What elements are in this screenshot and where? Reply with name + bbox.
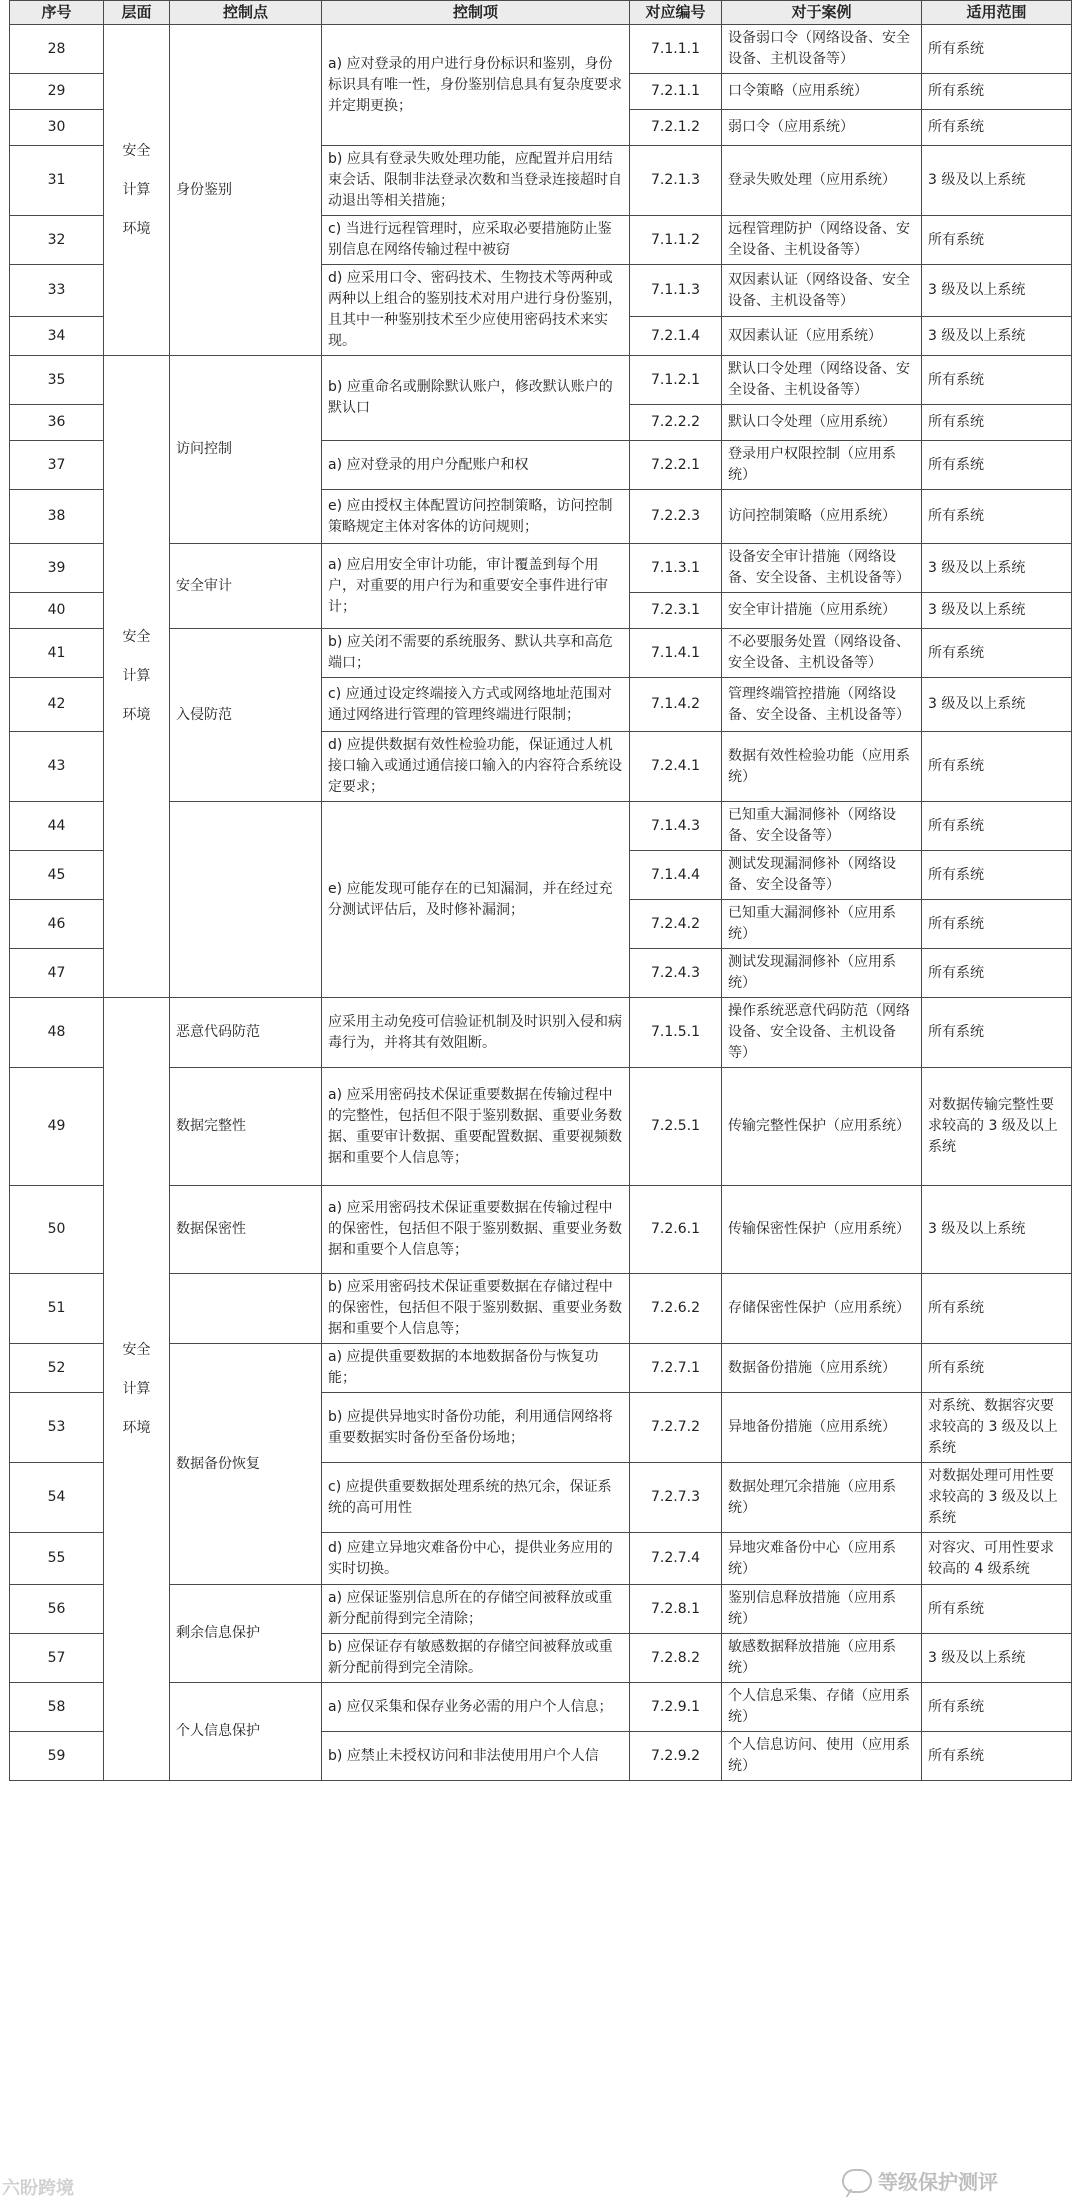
row-number: 49 bbox=[10, 1068, 104, 1186]
code-cell: 7.2.5.1 bbox=[630, 1068, 722, 1186]
control-item: a) 应对登录的用户分配账户和权 bbox=[322, 441, 630, 490]
row-number: 45 bbox=[10, 851, 104, 900]
table-row bbox=[10, 544, 1072, 593]
row-number: 55 bbox=[10, 1533, 104, 1585]
control-item: a) 应启用安全审计功能，审计覆盖到每个用户，对重要的用户行为和重要安全事件进行审计； bbox=[322, 544, 630, 629]
row-number: 48 bbox=[10, 998, 104, 1068]
layer-line: 计算 bbox=[122, 181, 151, 198]
header-code: 对应编号 bbox=[630, 1, 722, 25]
control-item: c) 应通过设定终端接入方式或网络地址范围对通过网络进行管理的管理终端进行限制； bbox=[322, 678, 630, 732]
case-cell: 个人信息访问、使用（应用系统） bbox=[722, 1732, 922, 1781]
case-cell: 默认口令处理（网络设备、安全设备、主机设备等） bbox=[722, 356, 922, 405]
scope-cell: 所有系统 bbox=[922, 441, 1072, 490]
control-item: a) 应提供重要数据的本地数据备份与恢复功能； bbox=[322, 1344, 630, 1393]
case-cell: 已知重大漏洞修补（应用系统） bbox=[722, 900, 922, 949]
layer-label bbox=[110, 1340, 163, 1439]
scope-cell: 对数据处理可用性要求较高的 3 级及以上系统 bbox=[922, 1463, 1072, 1533]
control-item: a) 应仅采集和保存业务必需的用户个人信息； bbox=[322, 1683, 630, 1732]
scope-cell: 所有系统 bbox=[922, 1274, 1072, 1344]
code-cell: 7.2.2.1 bbox=[630, 441, 722, 490]
code-cell: 7.2.6.1 bbox=[630, 1186, 722, 1274]
code-cell: 7.1.4.4 bbox=[630, 851, 722, 900]
control-item: c) 当进行远程管理时，应采取必要措施防止鉴别信息在网络传输过程中被窃 bbox=[322, 216, 630, 265]
case-cell: 存储保密性保护（应用系统） bbox=[722, 1274, 922, 1344]
case-cell: 数据有效性检验功能（应用系统） bbox=[722, 732, 922, 802]
scope-cell: 所有系统 bbox=[922, 629, 1072, 678]
control-item: b) 应具有登录失败处理功能，应配置并启用结束会话、限制非法登录次数和当登录连接超时自动退出等相关措施； bbox=[322, 146, 630, 216]
row-number: 38 bbox=[10, 490, 104, 544]
code-cell: 7.2.8.2 bbox=[630, 1634, 722, 1683]
row-number: 35 bbox=[10, 356, 104, 405]
layer-line: 安全 bbox=[122, 1341, 151, 1358]
code-cell: 7.1.5.1 bbox=[630, 998, 722, 1068]
layer-cell bbox=[104, 25, 170, 356]
scope-cell: 对数据传输完整性要求较高的 3 级及以上系统 bbox=[922, 1068, 1072, 1186]
control-point: 恶意代码防范 bbox=[170, 998, 322, 1068]
row-number: 33 bbox=[10, 265, 104, 317]
control-item: a) 应采用密码技术保证重要数据在传输过程中的完整性，包括但不限于鉴别数据、重要业务数据、重要审计数据、重要配置数据、重要视频数据和重要个人信息等； bbox=[322, 1068, 630, 1186]
case-cell: 弱口令（应用系统） bbox=[722, 110, 922, 146]
case-cell: 传输保密性保护（应用系统） bbox=[722, 1186, 922, 1274]
scope-cell: 所有系统 bbox=[922, 949, 1072, 998]
row-number: 59 bbox=[10, 1732, 104, 1781]
scope-cell: 所有系统 bbox=[922, 405, 1072, 441]
table-row bbox=[10, 1683, 1072, 1732]
code-cell: 7.2.4.2 bbox=[630, 900, 722, 949]
code-cell: 7.1.4.1 bbox=[630, 629, 722, 678]
case-cell: 个人信息采集、存储（应用系统） bbox=[722, 1683, 922, 1732]
case-cell: 默认口令处理（应用系统） bbox=[722, 405, 922, 441]
row-number: 57 bbox=[10, 1634, 104, 1683]
table-body bbox=[10, 25, 1072, 1781]
row-number: 54 bbox=[10, 1463, 104, 1533]
layer-line: 环境 bbox=[122, 707, 151, 723]
row-number: 39 bbox=[10, 544, 104, 593]
code-cell: 7.2.2.3 bbox=[630, 490, 722, 544]
control-point: 数据保密性 bbox=[170, 1186, 322, 1274]
control-item: e) 应能发现可能存在的已知漏洞，并在经过充分测试评估后，及时修补漏洞； bbox=[322, 802, 630, 998]
scope-cell: 3 级及以上系统 bbox=[922, 593, 1072, 629]
layer-line: 计算 bbox=[122, 668, 151, 684]
header-scope: 适用范围 bbox=[922, 1, 1072, 25]
case-cell: 登录失败处理（应用系统） bbox=[722, 146, 922, 216]
code-cell: 7.1.1.2 bbox=[630, 216, 722, 265]
row-number: 41 bbox=[10, 629, 104, 678]
code-cell: 7.2.7.3 bbox=[630, 1463, 722, 1533]
case-cell: 设备安全审计措施（网络设备、安全设备、主机设备等） bbox=[722, 544, 922, 593]
table-row bbox=[10, 629, 1072, 678]
code-cell: 7.2.7.2 bbox=[630, 1393, 722, 1463]
scope-cell: 所有系统 bbox=[922, 1344, 1072, 1393]
control-item: a) 应保证鉴别信息所在的存储空间被释放或重新分配前得到完全清除； bbox=[322, 1585, 630, 1634]
code-cell: 7.2.4.1 bbox=[630, 732, 722, 802]
case-cell: 口令策略（应用系统） bbox=[722, 74, 922, 110]
row-number: 36 bbox=[10, 405, 104, 441]
code-cell: 7.2.1.3 bbox=[630, 146, 722, 216]
scope-cell: 所有系统 bbox=[922, 900, 1072, 949]
layer-line: 环境 bbox=[122, 1419, 151, 1436]
row-number: 44 bbox=[10, 802, 104, 851]
scope-cell: 所有系统 bbox=[922, 732, 1072, 802]
control-point: 个人信息保护 bbox=[170, 1683, 322, 1781]
code-cell: 7.1.4.2 bbox=[630, 678, 722, 732]
row-number: 56 bbox=[10, 1585, 104, 1634]
case-cell: 不必要服务处置（网络设备、安全设备、主机设备等） bbox=[722, 629, 922, 678]
control-item: a) 应采用密码技术保证重要数据在传输过程中的保密性，包括但不限于鉴别数据、重要业务数据和重要个人信息等； bbox=[322, 1186, 630, 1274]
case-cell: 登录用户权限控制（应用系统） bbox=[722, 441, 922, 490]
control-point bbox=[170, 1274, 322, 1344]
case-cell: 双因素认证（应用系统） bbox=[722, 317, 922, 356]
table-row bbox=[10, 1344, 1072, 1393]
case-cell: 敏感数据释放措施（应用系统） bbox=[722, 1634, 922, 1683]
code-cell: 7.2.2.2 bbox=[630, 405, 722, 441]
scope-cell: 所有系统 bbox=[922, 74, 1072, 110]
layer-line: 计算 bbox=[122, 1380, 151, 1397]
control-item: b) 应重命名或删除默认账户，修改默认账户的默认口 bbox=[322, 356, 630, 441]
watermark-left: 六盼跨境 bbox=[2, 2178, 74, 2199]
control-item: d) 应建立异地灾难备份中心，提供业务应用的实时切换。 bbox=[322, 1533, 630, 1585]
row-number: 28 bbox=[10, 25, 104, 74]
layer-line: 安全 bbox=[122, 629, 151, 645]
control-point: 入侵防范 bbox=[170, 629, 322, 802]
case-cell: 测试发现漏洞修补（应用系统） bbox=[722, 949, 922, 998]
scope-cell: 对容灾、可用性要求较高的 4 级系统 bbox=[922, 1533, 1072, 1585]
scope-cell: 所有系统 bbox=[922, 998, 1072, 1068]
layer-cell bbox=[104, 998, 170, 1781]
control-item: c) 应提供重要数据处理系统的热冗余，保证系统的高可用性 bbox=[322, 1463, 630, 1533]
scope-cell: 3 级及以上系统 bbox=[922, 1634, 1072, 1683]
scope-cell: 3 级及以上系统 bbox=[922, 678, 1072, 732]
code-cell: 7.2.1.1 bbox=[630, 74, 722, 110]
code-cell: 7.2.1.4 bbox=[630, 317, 722, 356]
code-cell: 7.1.3.1 bbox=[630, 544, 722, 593]
case-cell: 异地灾难备份中心（应用系统） bbox=[722, 1533, 922, 1585]
table-row bbox=[10, 356, 1072, 405]
scope-cell: 3 级及以上系统 bbox=[922, 146, 1072, 216]
scope-cell: 3 级及以上系统 bbox=[922, 544, 1072, 593]
case-cell: 访问控制策略（应用系统） bbox=[722, 490, 922, 544]
case-cell: 数据备份措施（应用系统） bbox=[722, 1344, 922, 1393]
scope-cell: 所有系统 bbox=[922, 216, 1072, 265]
scope-cell: 所有系统 bbox=[922, 1683, 1072, 1732]
row-number: 43 bbox=[10, 732, 104, 802]
header-layer: 层面 bbox=[104, 1, 170, 25]
row-number: 34 bbox=[10, 317, 104, 356]
layer-cell bbox=[104, 356, 170, 998]
row-number: 42 bbox=[10, 678, 104, 732]
control-item: a) 应对登录的用户进行身份标识和鉴别，身份标识具有唯一性，身份鉴别信息具有复杂度要求并定期更换； bbox=[322, 25, 630, 146]
scope-cell: 所有系统 bbox=[922, 110, 1072, 146]
scope-cell: 所有系统 bbox=[922, 1585, 1072, 1634]
row-number: 58 bbox=[10, 1683, 104, 1732]
scope-cell: 对系统、数据容灾要求较高的 3 级及以上系统 bbox=[922, 1393, 1072, 1463]
row-number: 53 bbox=[10, 1393, 104, 1463]
control-item: d) 应采用口令、密码技术、生物技术等两种或两种以上组合的鉴别技术对用户进行身份鉴别，且其中一种鉴别技术至少应使用密码技术来实现。 bbox=[322, 265, 630, 356]
layer-label bbox=[110, 141, 163, 240]
control-point: 安全审计 bbox=[170, 544, 322, 629]
row-number: 40 bbox=[10, 593, 104, 629]
code-cell: 7.1.2.1 bbox=[630, 356, 722, 405]
watermark-right-text: 等级保护测评 bbox=[878, 2170, 998, 2194]
case-cell: 数据处理冗余措施（应用系统） bbox=[722, 1463, 922, 1533]
control-item: 应采用主动免疫可信验证机制及时识别入侵和病毒行为，并将其有效阻断。 bbox=[322, 998, 630, 1068]
control-point: 数据完整性 bbox=[170, 1068, 322, 1186]
code-cell: 7.2.9.2 bbox=[630, 1732, 722, 1781]
code-cell: 7.1.1.3 bbox=[630, 265, 722, 317]
control-point: 身份鉴别 bbox=[170, 25, 322, 356]
row-number: 51 bbox=[10, 1274, 104, 1344]
case-cell: 测试发现漏洞修补（网络设备、安全设备等） bbox=[722, 851, 922, 900]
code-cell: 7.2.3.1 bbox=[630, 593, 722, 629]
layer-line: 安全 bbox=[122, 142, 151, 159]
case-cell: 安全审计措施（应用系统） bbox=[722, 593, 922, 629]
control-point bbox=[170, 802, 322, 998]
table-row bbox=[10, 998, 1072, 1068]
case-cell: 异地备份措施（应用系统） bbox=[722, 1393, 922, 1463]
table-row bbox=[10, 1585, 1072, 1634]
control-item: e) 应由授权主体配置访问控制策略，访问控制策略规定主体对客体的访问规则； bbox=[322, 490, 630, 544]
code-cell: 7.2.1.2 bbox=[630, 110, 722, 146]
header-no: 序号 bbox=[10, 1, 104, 25]
code-cell: 7.1.1.1 bbox=[630, 25, 722, 74]
scope-cell: 3 级及以上系统 bbox=[922, 317, 1072, 356]
header-item: 控制项 bbox=[322, 1, 630, 25]
table-row bbox=[10, 1186, 1072, 1274]
scope-cell: 所有系统 bbox=[922, 25, 1072, 74]
row-number: 30 bbox=[10, 110, 104, 146]
row-number: 37 bbox=[10, 441, 104, 490]
control-item: b) 应保证存有敏感数据的存储空间被释放或重新分配前得到完全清除。 bbox=[322, 1634, 630, 1683]
code-cell: 7.2.7.1 bbox=[630, 1344, 722, 1393]
watermark-right bbox=[842, 2166, 998, 2195]
control-point: 访问控制 bbox=[170, 356, 322, 544]
chat-bubble-icon bbox=[842, 2169, 872, 2193]
code-cell: 7.2.7.4 bbox=[630, 1533, 722, 1585]
header-case: 对于案例 bbox=[722, 1, 922, 25]
code-cell: 7.2.6.2 bbox=[630, 1274, 722, 1344]
control-point: 剩余信息保护 bbox=[170, 1585, 322, 1683]
case-cell: 设备弱口令（网络设备、安全设备、主机设备等） bbox=[722, 25, 922, 74]
row-number: 46 bbox=[10, 900, 104, 949]
control-item: d) 应提供数据有效性检验功能，保证通过人机接口输入或通过通信接口输入的内容符合系统设定要求； bbox=[322, 732, 630, 802]
control-item: b) 应关闭不需要的系统服务、默认共享和高危端口； bbox=[322, 629, 630, 678]
control-table bbox=[9, 0, 1072, 1781]
case-cell: 管理终端管控措施（网络设备、安全设备、主机设备等） bbox=[722, 678, 922, 732]
row-number: 32 bbox=[10, 216, 104, 265]
control-item: b) 应提供异地实时备份功能，利用通信网络将重要数据实时备份至备份场地； bbox=[322, 1393, 630, 1463]
row-number: 47 bbox=[10, 949, 104, 998]
row-number: 29 bbox=[10, 74, 104, 110]
table-row bbox=[10, 1274, 1072, 1344]
table-row bbox=[10, 802, 1072, 851]
case-cell: 传输完整性保护（应用系统） bbox=[722, 1068, 922, 1186]
case-cell: 操作系统恶意代码防范（网络设备、安全设备、主机设备等） bbox=[722, 998, 922, 1068]
case-cell: 鉴别信息释放措施（应用系统） bbox=[722, 1585, 922, 1634]
table-row bbox=[10, 25, 1072, 74]
table-header-row bbox=[10, 1, 1072, 25]
layer-line: 环境 bbox=[122, 220, 151, 237]
scope-cell: 3 级及以上系统 bbox=[922, 1186, 1072, 1274]
row-number: 50 bbox=[10, 1186, 104, 1274]
case-cell: 双因素认证（网络设备、安全设备、主机设备等） bbox=[722, 265, 922, 317]
code-cell: 7.1.4.3 bbox=[630, 802, 722, 851]
scope-cell: 所有系统 bbox=[922, 851, 1072, 900]
code-cell: 7.2.4.3 bbox=[630, 949, 722, 998]
case-cell: 已知重大漏洞修补（网络设备、安全设备等） bbox=[722, 802, 922, 851]
table-row bbox=[10, 1068, 1072, 1186]
scope-cell: 3 级及以上系统 bbox=[922, 265, 1072, 317]
control-item: b) 应采用密码技术保证重要数据在存储过程中的保密性，包括但不限于鉴别数据、重要业务数据和重要个人信息等； bbox=[322, 1274, 630, 1344]
header-point: 控制点 bbox=[170, 1, 322, 25]
layer-label bbox=[110, 627, 163, 726]
control-item: b) 应禁止未授权访问和非法使用用户个人信 bbox=[322, 1732, 630, 1781]
case-cell: 远程管理防护（网络设备、安全设备、主机设备等） bbox=[722, 216, 922, 265]
scope-cell: 所有系统 bbox=[922, 490, 1072, 544]
code-cell: 7.2.8.1 bbox=[630, 1585, 722, 1634]
code-cell: 7.2.9.1 bbox=[630, 1683, 722, 1732]
scope-cell: 所有系统 bbox=[922, 802, 1072, 851]
scope-cell: 所有系统 bbox=[922, 356, 1072, 405]
row-number: 52 bbox=[10, 1344, 104, 1393]
row-number: 31 bbox=[10, 146, 104, 216]
scope-cell: 所有系统 bbox=[922, 1732, 1072, 1781]
control-point: 数据备份恢复 bbox=[170, 1344, 322, 1585]
